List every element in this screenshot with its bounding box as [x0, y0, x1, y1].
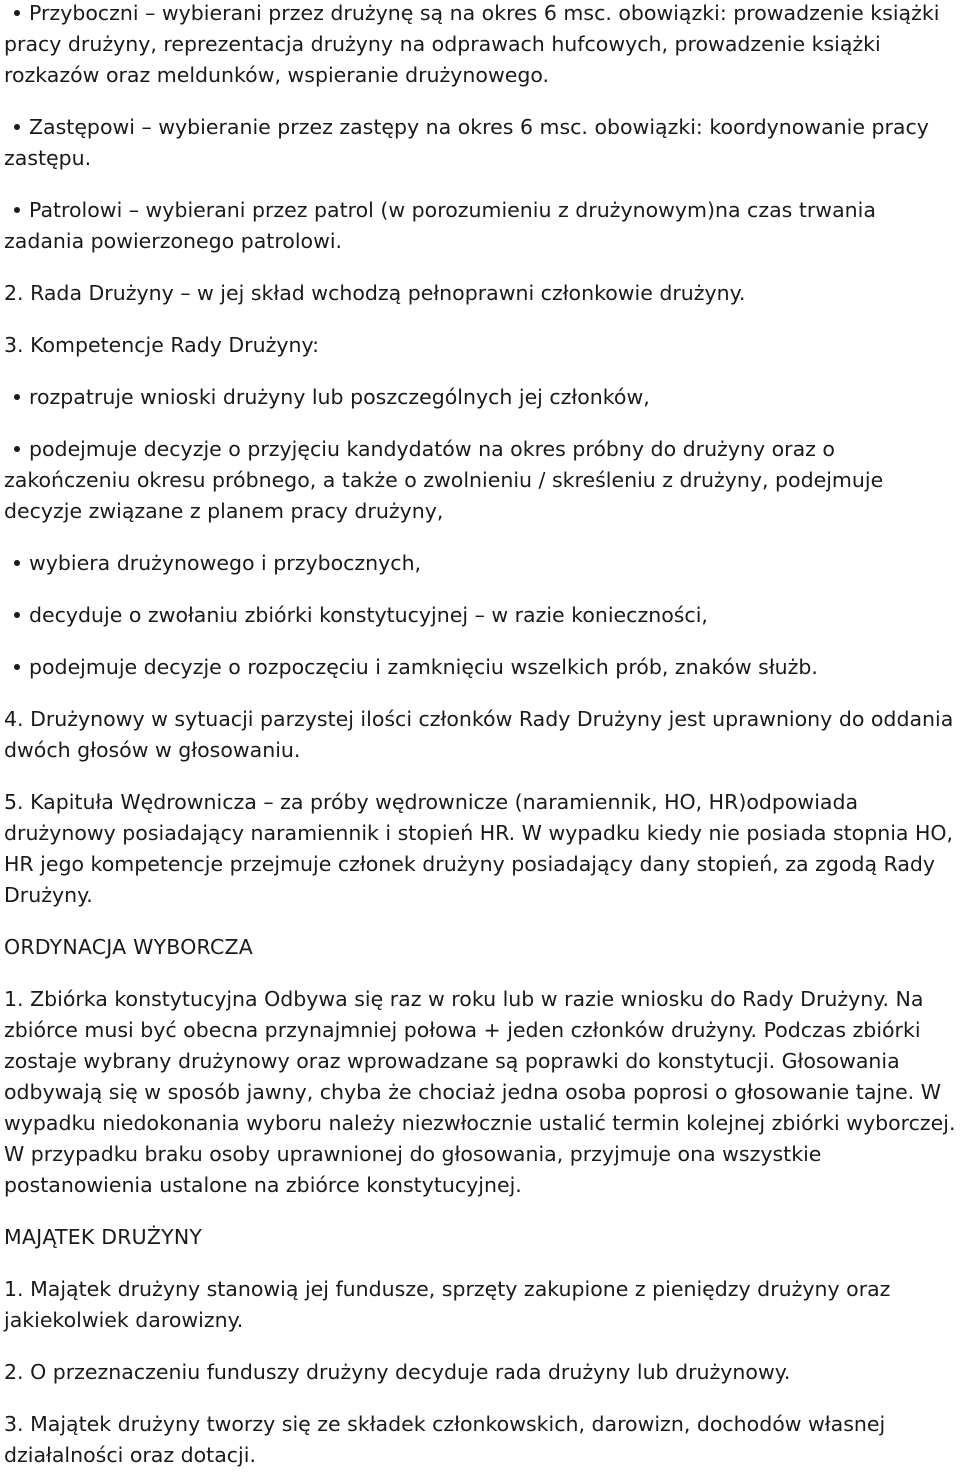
list-item-przyboczni: Przyboczni – wybierani przez drużynę są na okres 6 msc. obowiązki: prowadzenie książki pracy drużyny, reprezentacja drużyny na odprawach hufcowych, prowadzenie książki rozkazów oraz meldunków, wspieranie drużynowego.: [4, 0, 958, 91]
paragraph-kompetencje: 3. Kompetencje Rady Drużyny:: [4, 333, 320, 357]
list-item-wybiera: wybiera drużynowego i przybocznych,: [4, 548, 958, 579]
paragraph-rada-druzyny: 2. Rada Drużyny – w jej skład wchodzą pełnoprawni członkowie drużyny.: [4, 281, 746, 305]
list-item-decyduje: decyduje o zwołaniu zbiórki konstytucyjnej – w razie konieczności,: [4, 600, 958, 631]
list-item-podejmuje-decyzje: podejmuje decyzje o przyjęciu kandydatów na okres próbny do drużyny oraz o zakończeniu okresu próbnego, a także o zwolnieniu / skreśleniu z drużyny, podejmuje decyzje związane z planem pracy drużyny,: [4, 434, 958, 527]
list-item-rozpatruje: rozpatruje wnioski drużyny lub poszczególnych jej członków,: [4, 382, 958, 413]
list-item-zastepowi: Zastępowi – wybieranie przez zastępy na okres 6 msc. obowiązki: koordynowanie pracy zastępu.: [4, 112, 958, 174]
paragraph-zbiorka-konstytucyjna: 1. Zbiórka konstytucyjna Odbywa się raz w roku lub w razie wniosku do Rady Drużyny. Na zbiórce musi być obecna przynajmniej połowa + jeden członków drużyny. Podczas zbiórki zostaje wybrany drużynowy oraz wprowadzane są poprawki do konstytucji. Głosowania odbywają się w sposób jawny, chyba że chociaż jedna osoba poprosi o głosowanie tajne. W wypadku niedokonania wyboru należy niezwłocznie ustalić termin kolejnej zbiórki wyborczej. W przypadku braku osoby uprawnionej do głosowania, przyjmuje ona wszystkie postanowienia ustalone na zbiórce konstytucyjnej.: [4, 987, 956, 1197]
paragraph-majatek-1: 1. Majątek drużyny stanowią jej fundusze, sprzęty zakupione z pieniędzy drużyny oraz jakiekolwiek darowizny.: [4, 1277, 891, 1332]
paragraph-kapitula: 5. Kapituła Wędrownicza – za próby wędrownicze (naramiennik, HO, HR)odpowiada drużynowy posiadający naramiennik i stopień HR. W wypadku kiedy nie posiada stopnia HO, HR jego kompetencje przejmuje członek drużyny posiadający dany stopień, za zgodą Rady Drużyny.: [4, 790, 954, 907]
paragraph-druzynowy-glosy: 4. Drużynowy w sytuacji parzystej ilości członków Rady Drużyny jest uprawniony do oddania dwóch głosów w głosowaniu.: [4, 707, 954, 762]
document-body: [4, 0, 958, 1471]
section-heading-majatek: MAJĄTEK DRUŻYNY: [4, 1225, 203, 1249]
list-item-proby: podejmuje decyzje o rozpoczęciu i zamknięciu wszelkich prób, znaków służb.: [4, 652, 958, 683]
paragraph-majatek-2: 2. O przeznaczeniu funduszy drużyny decyduje rada drużyny lub drużynowy.: [4, 1360, 791, 1384]
section-heading-ordynacja: ORDYNACJA WYBORCZA: [4, 935, 253, 959]
paragraph-majatek-3: 3. Majątek drużyny tworzy się ze składek członkowskich, darowizn, dochodów własnej działalności oraz dotacji.: [4, 1412, 886, 1467]
list-item-patrolowi: Patrolowi – wybierani przez patrol (w porozumieniu z drużynowym)na czas trwania zadania powierzonego patrolowi.: [4, 195, 958, 257]
